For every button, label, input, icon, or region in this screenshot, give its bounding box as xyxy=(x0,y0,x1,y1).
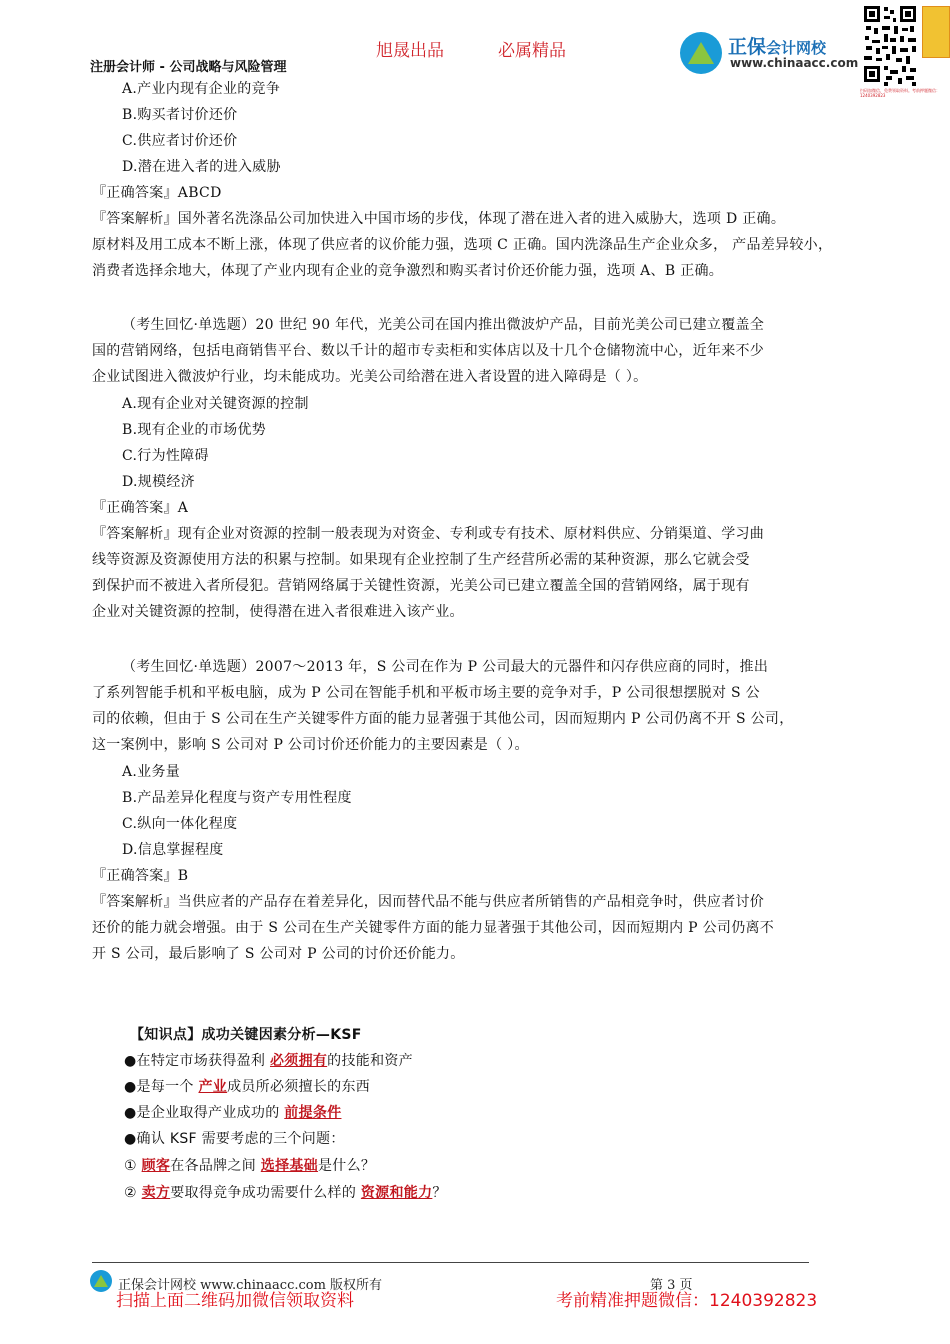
knowledge-bullet: ●是企业取得产业成功的 前提条件 xyxy=(124,1105,342,1121)
knowledge-bullet: ●确认 KSF 需要考虑的三个问题： xyxy=(124,1131,345,1147)
qr-code-icon xyxy=(862,4,918,88)
qr-side-badge-icon xyxy=(922,6,950,58)
analysis-line: 还价的能力就会增强。由于 S 公司在生产关键零件方面的能力显著强于其他公司，因而短期内 P 公司仍离不 xyxy=(92,920,775,936)
answer-line: 『正确答案』A xyxy=(92,500,189,516)
highlight-term: 产业 xyxy=(198,1079,228,1095)
analysis-line: 到保护而不被进入者所侵犯。营销网络属于关键性资源，光美公司已建立覆盖全国的营销网络，属于现有 xyxy=(92,578,750,594)
analysis-line: 『答案解析』国外著名洗涤品公司加快进入中国市场的步伐，体现了潜在进入者的进入威胁大，选项 D 正确。 xyxy=(92,211,786,227)
footer-divider xyxy=(92,1262,809,1263)
option-line: B.现有企业的市场优势 xyxy=(122,422,267,438)
option-line: B.产品差异化程度与资产专用性程度 xyxy=(122,790,352,806)
qr-caption: 扫码加微信，免费领取资料。考前押题微信：1240392823 xyxy=(860,88,940,98)
option-line: D.规模经济 xyxy=(122,474,195,490)
question-line: 国的营销网络，包括电商销售平台、数以千计的超市专卖柜和实体店以及十几个仓储物流中心，近年来不少 xyxy=(92,343,765,359)
header-slogan-right: 必属精品 xyxy=(498,41,566,61)
brand-logo xyxy=(680,32,860,76)
option-line: D.潜在进入者的进入威胁 xyxy=(122,159,281,175)
option-line: A.产业内现有企业的竞争 xyxy=(122,81,281,97)
highlight-term: 顾客 xyxy=(141,1158,171,1174)
option-line: D.信息掌握程度 xyxy=(122,842,224,858)
question-line: 了系列智能手机和平板电脑，成为 P 公司在智能手机和平板市场主要的竞争对手，P 公司很想摆脱对 S 公 xyxy=(92,685,760,701)
knowledge-bullet: ●是每一个 产业成员所必须擅长的东西 xyxy=(124,1079,371,1095)
logo-url: www.chinaacc.com xyxy=(730,56,859,70)
analysis-line: 『答案解析』当供应者的产品存在着差异化，因而替代品不能与供应者所销售的产品相竞争时，供应者讨价 xyxy=(92,894,765,910)
analysis-line: 企业对关键资源的控制，使得潜在进入者很难进入该产业。 xyxy=(92,604,464,620)
option-line: A.现有企业对关键资源的控制 xyxy=(122,396,309,412)
answer-line: 『正确答案』ABCD xyxy=(92,185,222,201)
option-line: B.购买者讨价还价 xyxy=(122,107,238,123)
analysis-line: 『答案解析』现有企业对资源的控制一般表现为对资金、专利或专有技术、原材料供应、分销渠道、学习曲 xyxy=(92,526,765,542)
answer-line: 『正确答案』B xyxy=(92,868,189,884)
footer-promo-left: 扫描上面二维码加微信领取资料 xyxy=(116,1291,354,1311)
question-line: （考生回忆·单选题）2007～2013 年，S 公司在作为 P 公司最大的元器件和闪存供应商的同时，推出 xyxy=(122,659,769,675)
highlight-term: 选择基础 xyxy=(260,1158,318,1174)
option-line: C.供应者讨价还价 xyxy=(122,133,238,149)
question-line: 这一案例中，影响 S 公司对 P 公司讨价还价能力的主要因素是（ ）。 xyxy=(92,737,529,753)
analysis-line: 消费者选择余地大，体现了产业内现有企业的竞争激烈和购买者讨价还价能力强，选项 A、B 正确。 xyxy=(92,263,724,279)
question-line: （考生回忆·单选题）20 世纪 90 年代，光美公司在国内推出微波炉产品，目前光美公司已建立覆盖全 xyxy=(122,317,765,333)
header-slogan-left: 旭晟出品 xyxy=(376,41,444,61)
analysis-line: 原材料及用工成本不断上涨，体现了供应者的议价能力强，选项 C 正确。国内洗涤品生产企业众多， 产品差异较小， xyxy=(92,237,833,253)
highlight-term: 前提条件 xyxy=(284,1105,342,1121)
analysis-line: 线等资源及资源使用方法的积累与控制。如果现有企业控制了生产经营所必需的某种资源，那么它就会受 xyxy=(92,552,750,568)
question-line: 企业试图进入微波炉行业，均未能成功。光美公司给潜在进入者设置的进入障碍是（ ）。 xyxy=(92,369,648,385)
footer-logo-icon xyxy=(90,1270,112,1292)
knowledge-title: 【知识点】成功关键因素分析—KSF xyxy=(130,1027,362,1043)
analysis-line: 开 S 公司，最后影响了 S 公司对 P 公司的讨价还价能力。 xyxy=(92,946,465,962)
option-line: C.纵向一体化程度 xyxy=(122,816,238,832)
footer-copyright: 正保会计网校 www.chinaacc.com 版权所有 xyxy=(118,1278,383,1293)
course-title: 注册会计师 - 公司战略与风险管理 xyxy=(90,60,287,75)
footer-promo-right: 考前精准押题微信：1240392823 xyxy=(556,1291,818,1311)
logo-icon xyxy=(680,32,722,74)
page-number: 第 3 页 xyxy=(650,1278,693,1293)
knowledge-question: ② 卖方要取得竞争成功需要什么样的 资源和能力？ xyxy=(124,1185,447,1201)
option-line: A.业务量 xyxy=(122,764,181,780)
question-line: 司的依赖，但由于 S 公司在生产关键零件方面的能力显著强于其他公司，因而短期内 P 公司仍离不开 S 公司， xyxy=(92,711,794,727)
highlight-term: 资源和能力 xyxy=(360,1185,433,1201)
highlight-term: 必须拥有 xyxy=(269,1053,328,1069)
knowledge-bullet: ●在特定市场获得盈利 必须拥有的技能和资产 xyxy=(124,1053,413,1069)
logo-name: 正保会计网校 xyxy=(728,36,827,58)
option-line: C.行为性障碍 xyxy=(122,448,209,464)
knowledge-question: ① 顾客在各品牌之间 选择基础是什么？ xyxy=(124,1158,376,1174)
highlight-term: 卖方 xyxy=(141,1185,171,1201)
